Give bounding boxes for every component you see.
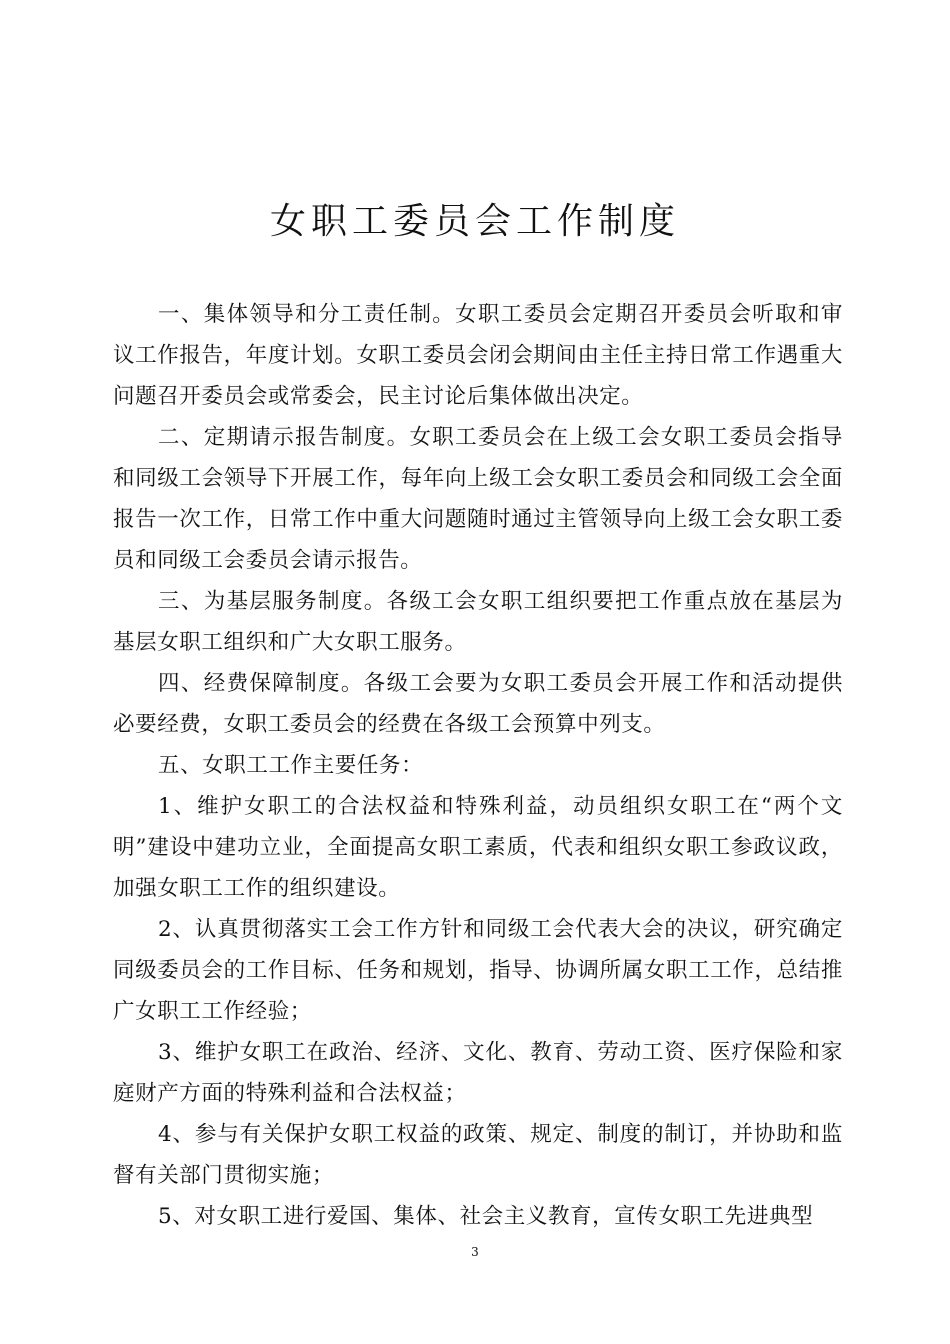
document-title: 女职工委员会工作制度 — [269, 201, 680, 242]
paragraph-3: 三、为基层服务制度。各级工会女职工组织要把工作重点放在基层为基层女职工组织和广大女职工服务。 — [113, 589, 843, 655]
paragraph-7: 2、认真贯彻落实工会工作方针和同级工会代表大会的决议，研究确定同级委员会的工作目标、任务和规划，指导、协调所属女职工工作，总结推广女职工工作经验； — [113, 917, 843, 1024]
paragraph-8: 3、维护女职工在政治、经济、文化、教育、劳动工资、医疗保险和家庭财产方面的特殊利益和合法权益； — [113, 1040, 843, 1106]
paragraph-4: 四、经费保障制度。各级工会要为女职工委员会开展工作和活动提供必要经费，女职工委员会的经费在各级工会预算中列支。 — [113, 671, 843, 737]
paragraph-10: 5、对女职工进行爱国、集体、社会主义教育，宣传女职工先进典型 — [158, 1204, 814, 1229]
paragraph-6: 1、维护女职工的合法权益和特殊利益，动员组织女职工在“两个文明”建设中建功立业，全面提高女职工素质，代表和组织女职工参政议政，加强女职工工作的组织建设。 — [113, 794, 843, 901]
paragraph-2: 二、定期请示报告制度。女职工委员会在上级工会女职工委员会指导和同级工会领导下开展工作，每年向上级工会女职工委员会和同级工会全面报告一次工作，日常工作中重大问题随时通过主管领导向上级工会女职工委员和同级工会委员会请示报告。 — [113, 425, 843, 573]
paragraph-1: 一、集体领导和分工责任制。女职工委员会定期召开委员会听取和审议工作报告，年度计划。女职工委员会闭会期间由主任主持日常工作遇重大问题召开委员会或常委会，民主讨论后集体做出决定。 — [113, 302, 843, 409]
page-number: 3 — [471, 1245, 479, 1259]
paragraph-9: 4、参与有关保护女职工权益的政策、规定、制度的制订，并协助和监督有关部门贯彻实施； — [113, 1122, 843, 1188]
document-body — [113, 294, 843, 1237]
paragraph-5: 五、女职工工作主要任务： — [158, 753, 424, 778]
